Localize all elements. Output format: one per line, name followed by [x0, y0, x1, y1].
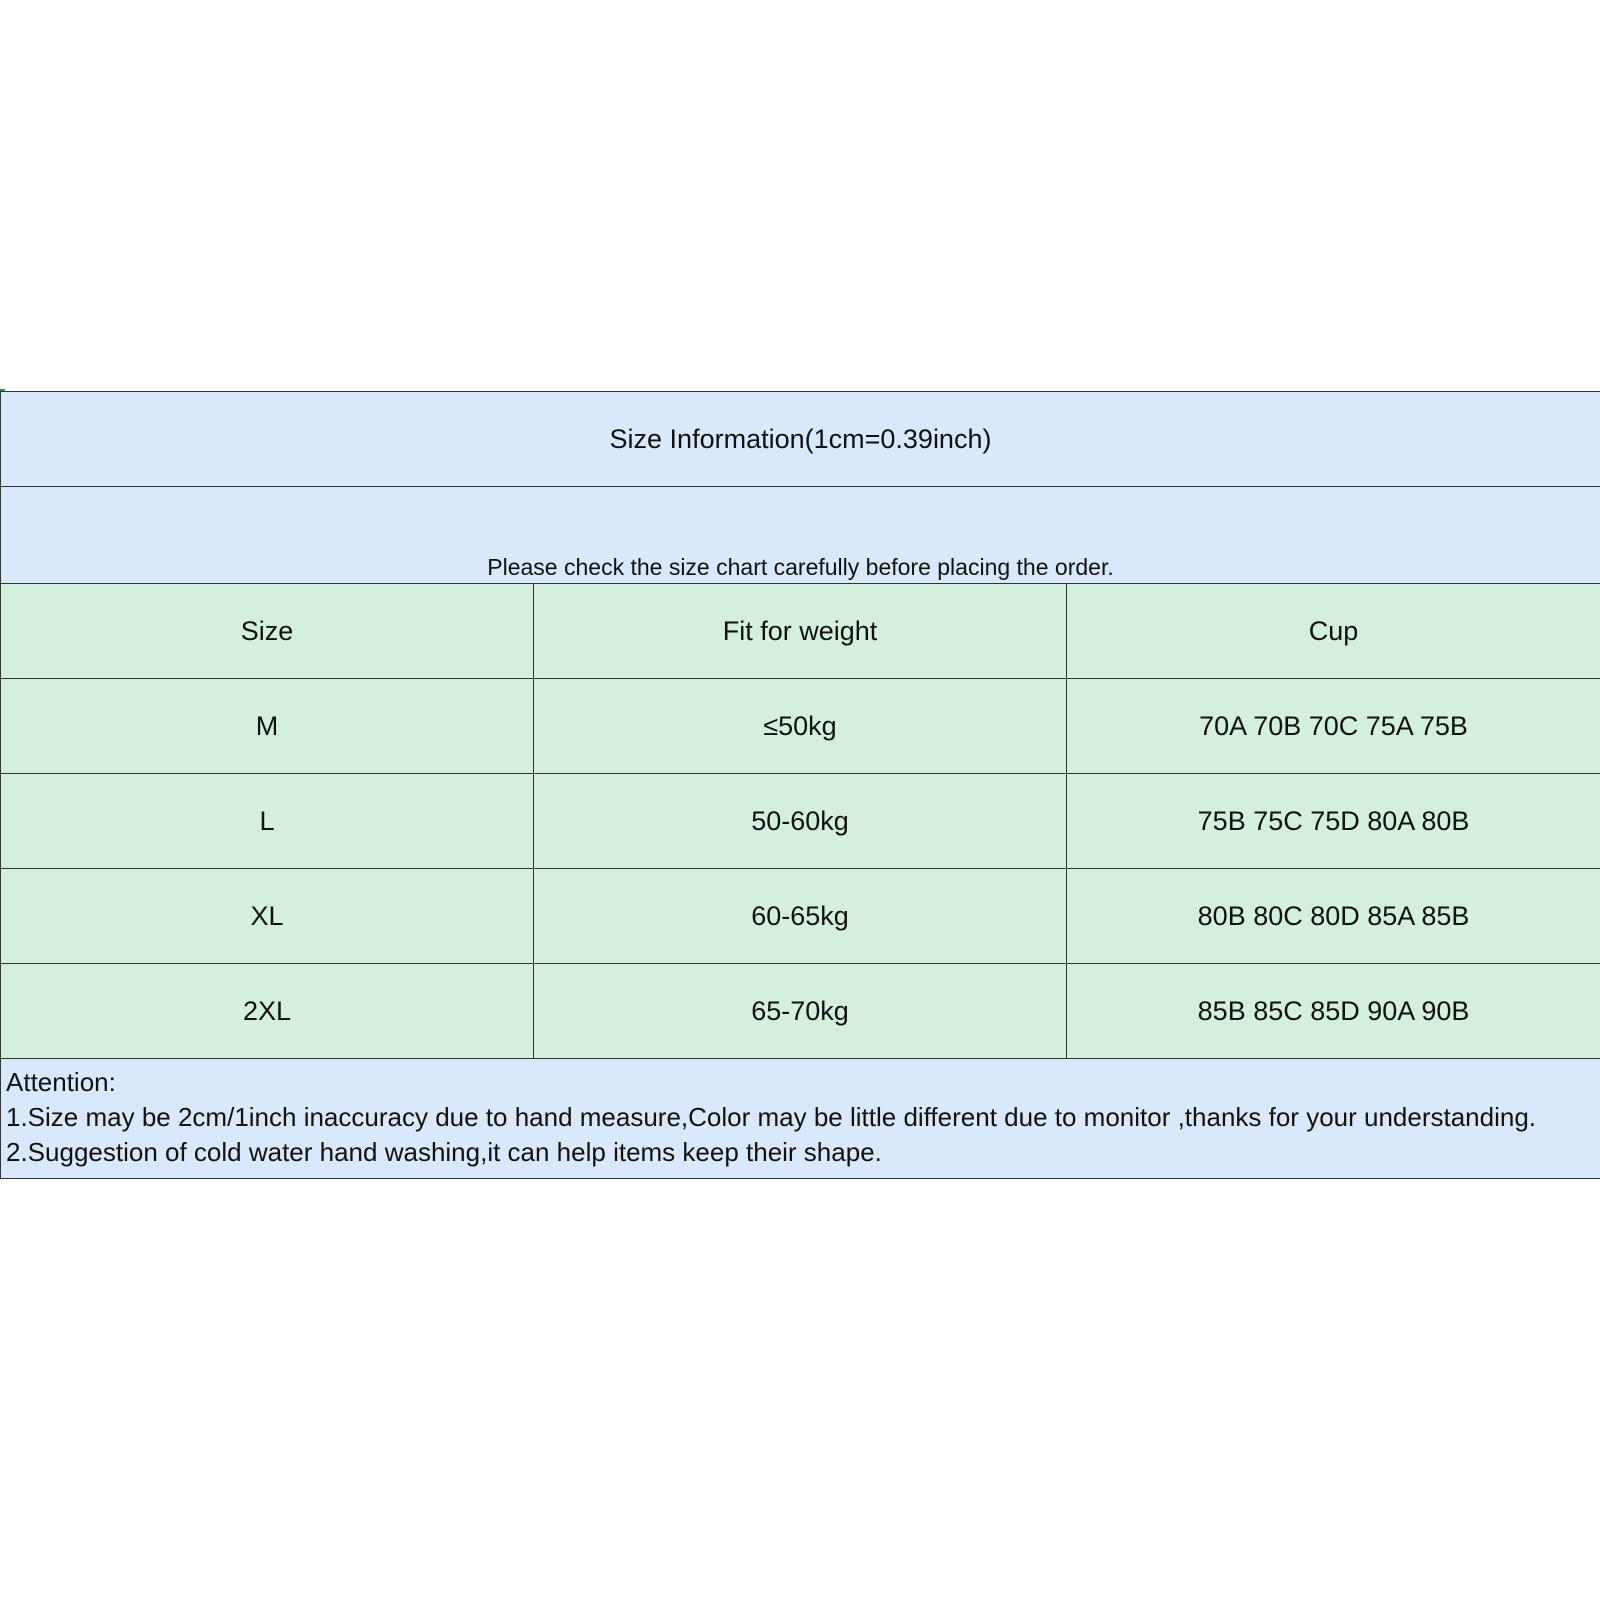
weight-cell: 60-65kg	[534, 869, 1067, 964]
chart-subtitle: Please check the size chart carefully before placing the order.	[1, 487, 1600, 584]
column-header-weight: Fit for weight	[534, 584, 1067, 679]
table-row	[1, 679, 1600, 774]
chart-title: Size Information(1cm=0.39inch)	[1, 392, 1600, 487]
size-cell: XL	[1, 869, 534, 964]
weight-cell: 50-60kg	[534, 774, 1067, 869]
note-washing: 2.Suggestion of cold water hand washing,it can help items keep their shape.	[6, 1137, 882, 1167]
notes-heading: Attention:	[6, 1067, 116, 1097]
weight-cell: ≤50kg	[534, 679, 1067, 774]
title-row	[1, 392, 1600, 487]
size-cell: 2XL	[1, 964, 534, 1059]
cup-cell: 80B 80C 80D 85A 85B	[1067, 869, 1600, 964]
size-cell: M	[1, 679, 534, 774]
cup-cell: 85B 85C 85D 90A 90B	[1067, 964, 1600, 1059]
column-header-cup: Cup	[1067, 584, 1600, 679]
column-header-row	[1, 584, 1600, 679]
note-measurement: 1.Size may be 2cm/1inch inaccuracy due to hand measure,Color may be little different due to monitor ,thanks for your understanding.	[6, 1102, 1537, 1132]
subtitle-row	[1, 487, 1600, 584]
cup-cell: 75B 75C 75D 80A 80B	[1067, 774, 1600, 869]
size-cell: L	[1, 774, 534, 869]
attention-notes	[1, 1059, 1600, 1179]
size-chart-table	[0, 391, 1600, 1179]
weight-cell: 65-70kg	[534, 964, 1067, 1059]
table-row	[1, 774, 1600, 869]
notes-row	[1, 1059, 1600, 1179]
table-row	[1, 964, 1600, 1059]
cup-cell: 70A 70B 70C 75A 75B	[1067, 679, 1600, 774]
table-row	[1, 869, 1600, 964]
column-header-size: Size	[1, 584, 534, 679]
